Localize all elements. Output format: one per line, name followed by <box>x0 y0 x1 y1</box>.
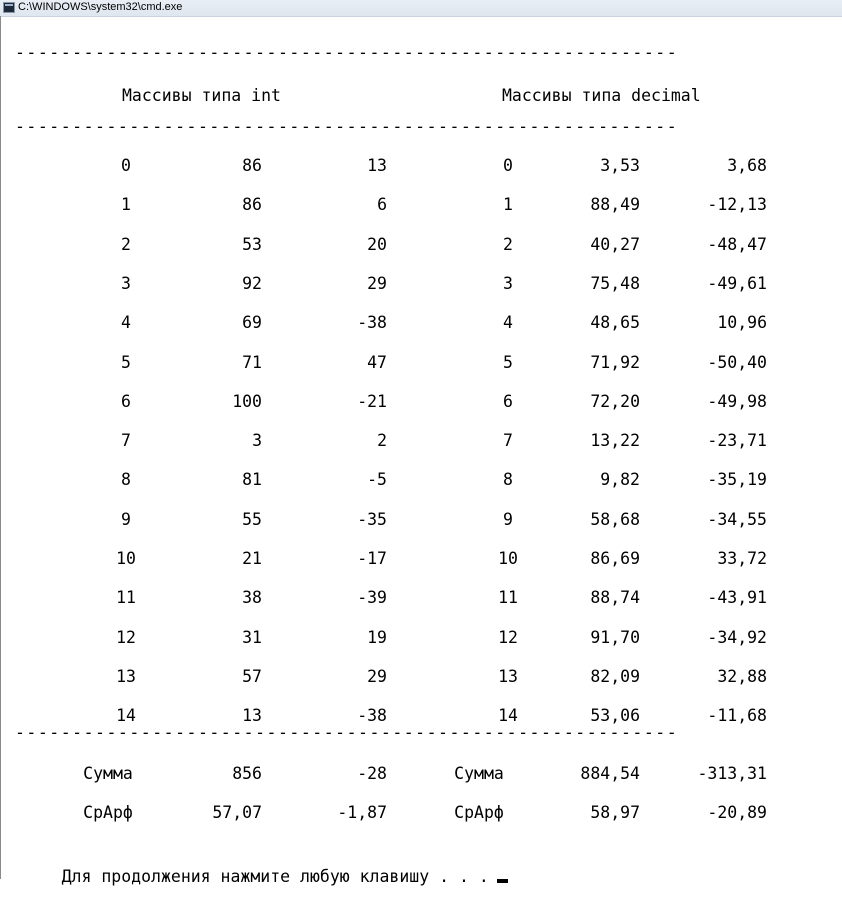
decimal-array-1-value: 72,20 <box>590 392 640 411</box>
row-index-int: 8 <box>121 470 131 489</box>
decimal-array-2-value: -50,40 <box>707 353 767 372</box>
row-index-decimal: 0 <box>503 156 513 175</box>
row-index-int: 7 <box>121 431 131 450</box>
decimal-array-2-value: -34,55 <box>707 510 767 529</box>
decimal-array-1-value: 58,68 <box>590 510 640 529</box>
decimal-array-2-value: -49,98 <box>707 392 767 411</box>
continue-prompt <box>2 848 508 905</box>
avg-decimal-c: 58,97 <box>590 803 640 822</box>
decimal-array-1-value: 53,06 <box>590 706 640 725</box>
int-array-2-value: -5 <box>367 470 387 489</box>
decimal-array-2-value: -43,91 <box>707 588 767 607</box>
row-index-decimal: 1 <box>503 195 513 214</box>
header-int-arrays: Массивы типа int <box>122 86 281 105</box>
decimal-array-1-value: 88,49 <box>590 195 640 214</box>
row-index-decimal: 13 <box>498 667 518 686</box>
decimal-array-2-value: 3,68 <box>727 156 767 175</box>
row-index-decimal: 11 <box>498 588 518 607</box>
row-index-decimal: 2 <box>503 235 513 254</box>
sum-decimal-d: -313,31 <box>697 764 767 783</box>
int-array-2-value: 2 <box>377 431 387 450</box>
decimal-array-2-value: -49,61 <box>707 274 767 293</box>
row-index-decimal: 7 <box>503 431 513 450</box>
sum-decimal-c: 884,54 <box>580 764 640 783</box>
row-index-int: 4 <box>121 313 131 332</box>
row-index-int: 6 <box>121 392 131 411</box>
int-array-1-value: 69 <box>242 313 262 332</box>
row-index-decimal: 6 <box>503 392 513 411</box>
row-index-decimal: 9 <box>503 510 513 529</box>
decimal-array-2-value: -34,92 <box>707 628 767 647</box>
row-index-int: 1 <box>121 195 131 214</box>
decimal-array-1-value: 91,70 <box>590 628 640 647</box>
int-array-1-value: 100 <box>232 392 262 411</box>
decimal-array-1-value: 71,92 <box>590 353 640 372</box>
int-array-1-value: 53 <box>242 235 262 254</box>
text-cursor <box>497 879 508 883</box>
header-decimal-arrays: Массивы типа decimal <box>502 86 701 105</box>
console-app-icon[interactable] <box>3 2 15 13</box>
int-array-1-value: 57 <box>242 667 262 686</box>
decimal-array-2-value: -35,19 <box>707 470 767 489</box>
int-array-1-value: 71 <box>242 353 262 372</box>
decimal-array-2-value: -23,71 <box>707 431 767 450</box>
row-index-decimal: 8 <box>503 470 513 489</box>
int-array-2-value: -21 <box>357 392 387 411</box>
decimal-array-2-value: -11,68 <box>707 706 767 725</box>
row-index-int: 9 <box>121 510 131 529</box>
row-index-int: 0 <box>121 156 131 175</box>
decimal-array-2-value: -12,13 <box>707 195 767 214</box>
int-array-2-value: 19 <box>367 628 387 647</box>
int-array-2-value: 29 <box>367 274 387 293</box>
continue-prompt-text: Для продолжения нажмите любую клавишу . . . <box>61 867 489 886</box>
decimal-array-1-value: 48,65 <box>590 313 640 332</box>
int-array-2-value: 47 <box>367 353 387 372</box>
console-output[interactable] <box>0 16 842 886</box>
window-title: C:\WINDOWS\system32\cmd.exe <box>18 1 183 13</box>
decimal-array-1-value: 86,69 <box>590 549 640 568</box>
int-array-1-value: 81 <box>242 470 262 489</box>
avg-label-decimal: СрАрф <box>454 803 504 822</box>
sum-label-int: Сумма <box>83 764 133 783</box>
separator-line: ---------------------------------------------------------- <box>15 43 679 62</box>
avg-decimal-d: -20,89 <box>707 803 767 822</box>
decimal-array-1-value: 40,27 <box>590 235 640 254</box>
int-array-1-value: 3 <box>252 431 262 450</box>
avg-int-a: 57,07 <box>212 803 262 822</box>
int-array-1-value: 38 <box>242 588 262 607</box>
int-array-1-value: 55 <box>242 510 262 529</box>
sum-label-decimal: Сумма <box>454 764 504 783</box>
decimal-array-1-value: 88,74 <box>590 588 640 607</box>
decimal-array-2-value: 33,72 <box>717 549 767 568</box>
avg-int-b: -1,87 <box>337 803 387 822</box>
row-index-int: 10 <box>116 549 136 568</box>
row-index-int: 5 <box>121 353 131 372</box>
decimal-array-1-value: 13,22 <box>590 431 640 450</box>
int-array-1-value: 21 <box>242 549 262 568</box>
row-index-decimal: 4 <box>503 313 513 332</box>
int-array-1-value: 13 <box>242 706 262 725</box>
int-array-2-value: -39 <box>357 588 387 607</box>
decimal-array-1-value: 82,09 <box>590 667 640 686</box>
int-array-2-value: -38 <box>357 706 387 725</box>
int-array-2-value: 20 <box>367 235 387 254</box>
int-array-2-value: 29 <box>367 667 387 686</box>
row-index-int: 3 <box>121 274 131 293</box>
int-array-1-value: 31 <box>242 628 262 647</box>
title-bar[interactable] <box>0 0 842 17</box>
int-array-2-value: -17 <box>357 549 387 568</box>
row-index-int: 13 <box>116 667 136 686</box>
row-index-decimal: 14 <box>498 706 518 725</box>
int-array-1-value: 92 <box>242 274 262 293</box>
row-index-decimal: 10 <box>498 549 518 568</box>
int-array-2-value: 6 <box>377 195 387 214</box>
separator-line: ---------------------------------------------------------- <box>15 117 679 136</box>
sum-int-b: -28 <box>357 764 387 783</box>
row-index-int: 2 <box>121 235 131 254</box>
row-index-int: 11 <box>116 588 136 607</box>
row-index-decimal: 3 <box>503 274 513 293</box>
decimal-array-1-value: 3,53 <box>600 156 640 175</box>
avg-label-int: СрАрф <box>83 803 133 822</box>
sum-int-a: 856 <box>232 764 262 783</box>
row-index-int: 12 <box>116 628 136 647</box>
decimal-array-2-value: 32,88 <box>717 667 767 686</box>
decimal-array-1-value: 75,48 <box>590 274 640 293</box>
decimal-array-2-value: 10,96 <box>717 313 767 332</box>
int-array-2-value: -35 <box>357 510 387 529</box>
row-index-decimal: 5 <box>503 353 513 372</box>
int-array-1-value: 86 <box>242 156 262 175</box>
int-array-1-value: 86 <box>242 195 262 214</box>
int-array-2-value: -38 <box>357 313 387 332</box>
decimal-array-2-value: -48,47 <box>707 235 767 254</box>
row-index-decimal: 12 <box>498 628 518 647</box>
separator-line: ---------------------------------------------------------- <box>15 723 679 742</box>
decimal-array-1-value: 9,82 <box>600 470 640 489</box>
row-index-int: 14 <box>116 706 136 725</box>
int-array-2-value: 13 <box>367 156 387 175</box>
